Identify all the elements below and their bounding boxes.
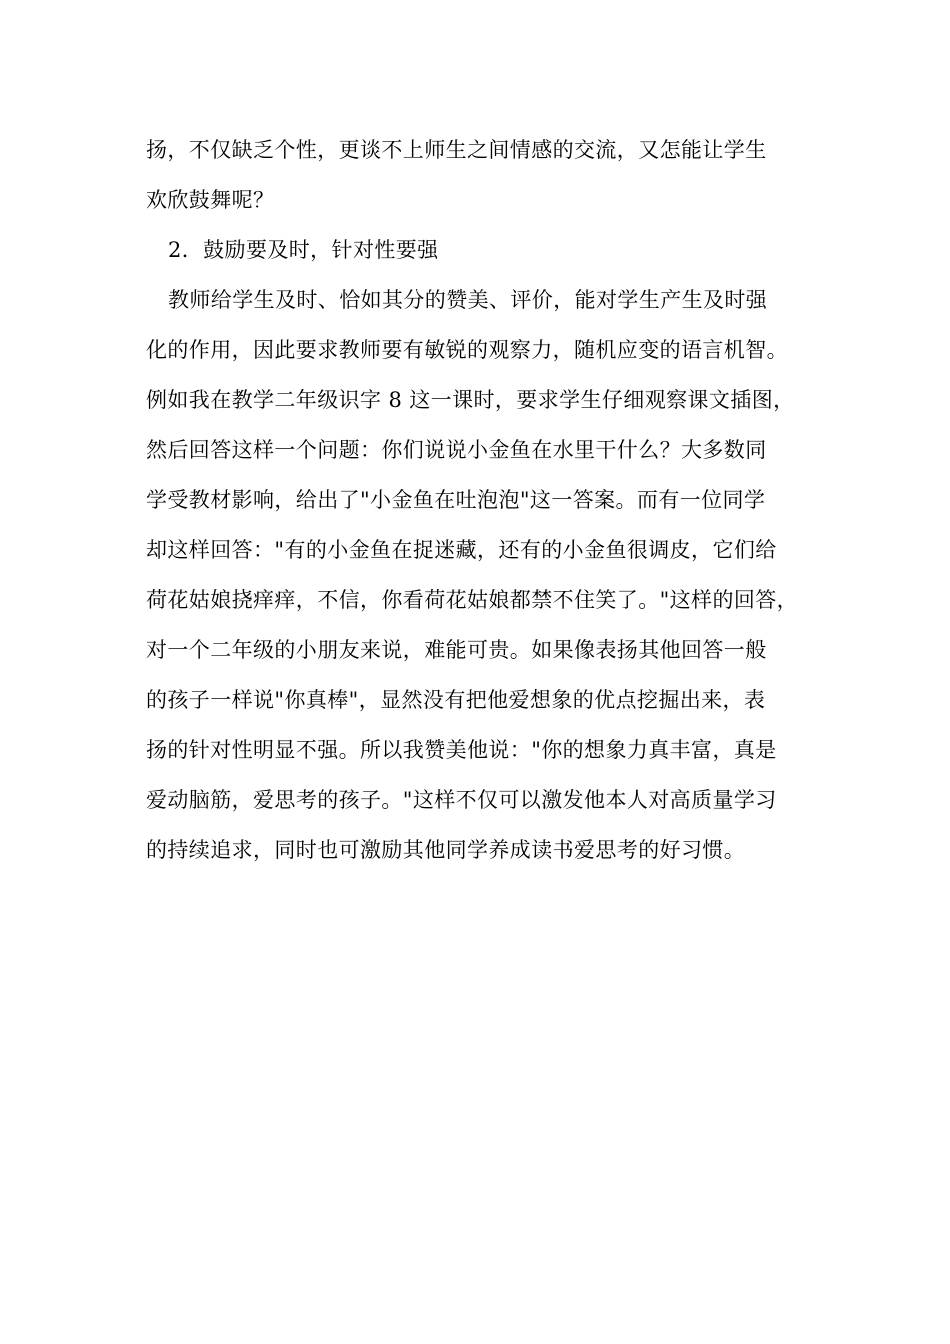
paragraph-line: 扬，不仅缺乏个性，更谈不上师生之间情感的交流，又怎能让学生: [146, 138, 767, 162]
paragraph-line: 教师给学生及时、恰如其分的赞美、评价，能对学生产生及时强: [168, 288, 768, 312]
section-heading: 2．鼓励要及时，针对性要强: [168, 238, 439, 262]
paragraph-line: 的孩子一样说"你真棒"，显然没有把他爱想象的优点挖掘出来，表: [146, 688, 766, 712]
paragraph-line: 对一个二年级的小朋友来说，难能可贵。如果像表扬其他回答一般: [146, 638, 767, 662]
paragraph-line: 扬的针对性明显不强。所以我赞美他说："你的想象力真丰富，真是: [146, 738, 777, 762]
paragraph-line: 学受教材影响，给出了"小金鱼在吐泡泡"这一答案。而有一位同学: [146, 488, 766, 512]
paragraph-line: 然后回答这样一个问题：你们说说小金鱼在水里干什么？大多数同: [146, 438, 767, 462]
paragraph-line: 爱动脑筋，爱思考的孩子。"这样不仅可以激发他本人对高质量学习: [146, 788, 777, 812]
paragraph-line: 却这样回答："有的小金鱼在捉迷藏，还有的小金鱼很调皮，它们给: [146, 538, 777, 562]
paragraph-line: 化的作用，因此要求教师要有敏锐的观察力，随机应变的语言机智。: [146, 338, 788, 362]
paragraph-line: 的持续追求，同时也可激励其他同学养成读书爱思考的好习惯。: [146, 838, 746, 862]
paragraph-line: 荷花姑娘挠痒痒，不信，你看荷花姑娘都禁不住笑了。"这样的回答，: [146, 588, 799, 612]
paragraph-line: 例如我在教学二年级识字 8 这一课时，要求学生仔细观察课文插图，: [146, 388, 795, 412]
paragraph-line: 欢欣鼓舞呢？: [146, 188, 275, 212]
